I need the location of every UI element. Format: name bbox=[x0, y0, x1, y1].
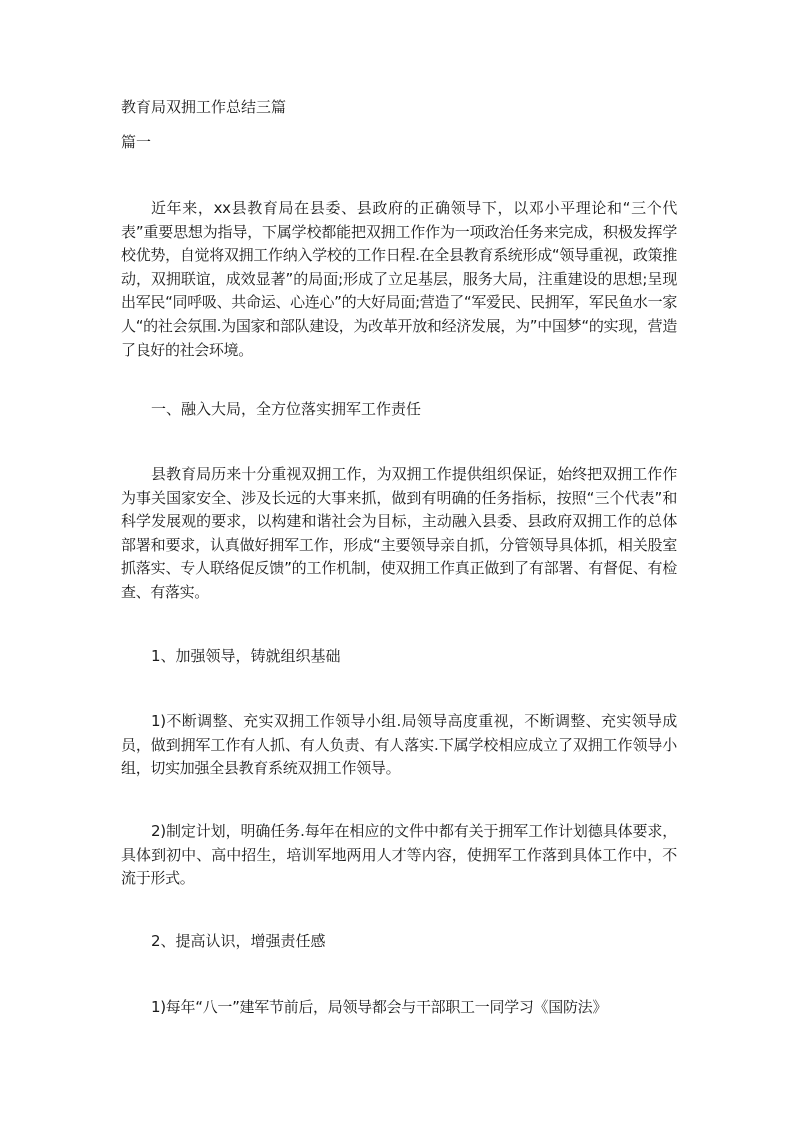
item2-paragraph: 2)制定计划，明确任务.每年在相应的文件中都有关于拥军工作计划德具体要求，具体到初中、高中招生，培训军地两用人才等内容，使拥军工作落到具体工作中，不流于形式。 bbox=[121, 822, 677, 888]
section1-paragraph: 县教育局历来十分重视双拥工作，为双拥工作提供组织保证，始终把双拥工作作为事关国家安全、涉及长远的大事来抓，做到有明确的任务指标，按照“三个代表”和科学发展观的要求，以构建和谐社会为目标，主动融入县委、县政府双拥工作的总体部署和要求，认真做好拥军工作，形成“主要领导亲自抓，分管领导具体抓，相关股室抓落实、专人联络促反馈”的工作机制，使双拥工作真正做到了有部署、有督促、有检查、有落实。 bbox=[121, 465, 677, 601]
item1-paragraph: 1)不断调整、充实双拥工作领导小组.局领导高度重视，不断调整、充实领导成员，做到拥军工作有人抓、有人负责、有人落实.下属学校相应成立了双拥工作领导小组，切实加强全县教育系统双拥工作领导。 bbox=[121, 712, 677, 778]
item3-paragraph: 1)每年“八一”建军节前后，局领导都会与干部职工一同学习《国防法》 bbox=[151, 998, 608, 1016]
intro-paragraph: 近年来，xx县教育局在县委、县政府的正确领导下，以邓小平理论和“三个代表”重要思想为指导，下属学校都能把双拥工作作为一项政治任务来完成，积极发挥学校优势，自觉将双拥工作纳入学校的工作日程.在全县教育系统形成“领导重视，政策推动，双拥联谊，成效显著”的局面;形成了立足基层，服务大局，注重建设的思想;呈现出军民“同呼吸、共命运、心连心”的大好局面;营造了“军爱民、民拥军，军民鱼水一家人“的社会氛围.为国家和部队建设，为改革开放和经济发展，为”中国梦“的实现，营造了良好的社会环境。 bbox=[121, 199, 677, 359]
subsection-heading-2: 2、提高认识，增强责任感 bbox=[151, 932, 326, 950]
document-subtitle: 篇一 bbox=[121, 133, 152, 151]
document-title: 教育局双拥工作总结三篇 bbox=[121, 98, 287, 116]
section-heading-1: 一、融入大局，全方位落实拥军工作责任 bbox=[151, 400, 422, 418]
subsection-heading-1: 1、加强领导，铸就组织基础 bbox=[151, 647, 341, 665]
